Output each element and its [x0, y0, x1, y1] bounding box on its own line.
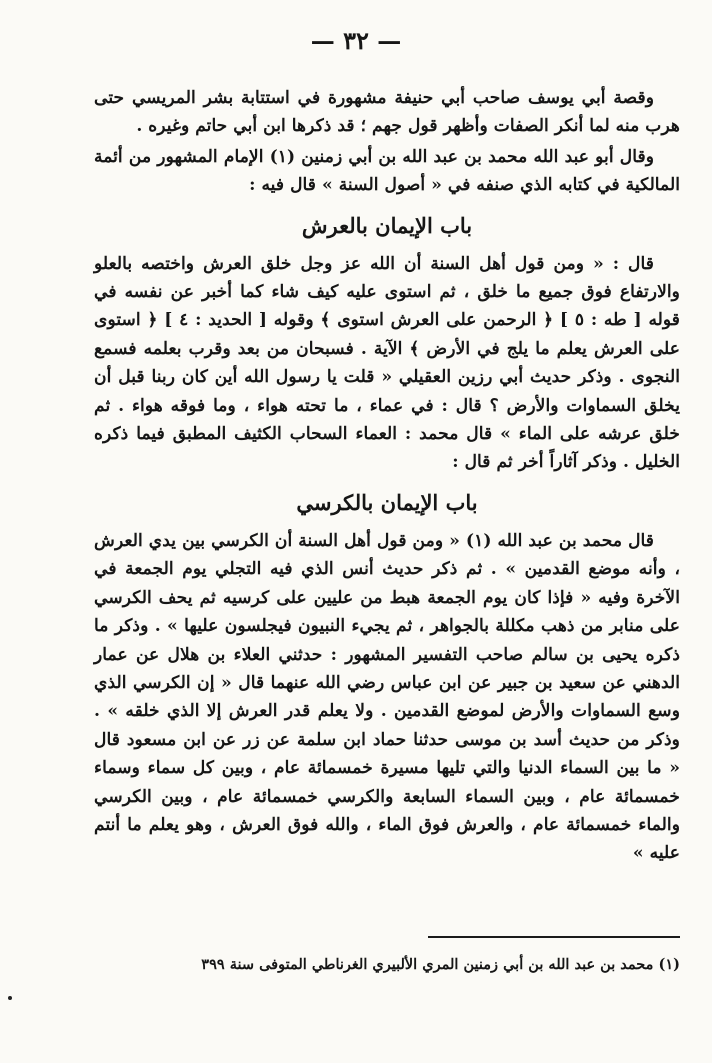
paragraph-arsh: قال : « ومن قول أهل السنة أن الله عز وجل خلق العرش واختصه بالعلو والارتفاع فوق جميع ما خلق ، ثم استوى عليه كيف شاء كما أخبر عن نفسه في قوله [ طه : ٥ ] ﴿ الرحمن على العرش استوى ﴾ وقوله [ الحديد : ٤ ] ﴿ استوى على العرش يعلم ما يلج في الأرض ﴾ الآية . فسبحان من بعد وقرب بعلمه فسمع النجوى . وذكر حديث أبي رزين العقيلي « قلت يا رسول الله أين كان ربنا قبل أن يخلق السماوات والأرض ؟ قال : في عماء ، ما تحته هواء ، وما فوقه هواء . ثم خلق عرشه على الماء » قال محمد : العماء السحاب الكثيف المطبق فيما ذكره الخليل . وذكر آثاراً أخر ثم قال : — [94, 253, 680, 473]
paragraph-kursi: قال محمد بن عبد الله (١) « ومن قول أهل السنة أن الكرسي بين يدي العرش ، وأنه موضع القدمين » . ثم ذكر حديث أنس الذي فيه التجلي يوم الجمعة في الآخرة وفيه « فإذا كان يوم الجمعة هبط من عليين على كرسيه ثم يحف الكرسي على منابر من ذهب مكللة بالجواهر ، ثم يجيء النبيون فيجلسون عليها » . وذكر ما ذكره يحيى بن سالم صاحب التفسير المشهور : حدثني العلاء بن هلال عن عمار الدهني عن سعيد بن جبير عن ابن عباس رضي الله عنهما قال « إن الكرسي الذي وسع السماوات والأرض لموضع القدمين . ولا يعلم قدر العرش إلا الذي خلقه » . وذكر من حديث أسد بن موسى حدثنا حماد ابن سلمة عن زر عن ابن مسعود قال « ما بين السماء الدنيا والتي تليها مسيرة خمسمائة عام ، وبين كل سماء وسماء خمسمائة عام ، وبين السماء السابعة والكرسي خمسمائة عام ، وبين الكرسي والماء خمسمائة عام ، والعرش فوق الماء ، والله فوق العرش ، وهو يعلم ما أنتم عليه » — [94, 530, 680, 864]
scan-speck — [8, 996, 12, 1000]
heading-iman-bil-kursi: باب الإيمان بالكرسي — [296, 489, 478, 515]
page-number: — ٣٢ — — [310, 26, 402, 55]
footnote-divider — [428, 936, 680, 938]
paragraph-abu-yusuf: وقصة أبي يوسف صاحب أبي حنيفة مشهورة في استتابة بشر المريسي حتى هرب منه لما أنكر الصفات وأظهر قول جهم ؛ قد ذكرها ابن أبي حاتم وغيره . — [94, 88, 680, 137]
heading-iman-bil-arsh: باب الإيمان بالعرش — [301, 212, 473, 238]
footnote: (١) محمد بن عبد الله بن أبي زمنين المري الألبيري الغرناطي المتوفى سنة ٣٩٩ — [201, 956, 680, 973]
paragraph-ibn-abi-zamanin: وقال أبو عبد الله محمد بن عبد الله بن أبي زمنين (١) الإمام المشهور من أئمة المالكية في كتابه الذي صنفه في « أصول السنة » قال فيه : — [94, 146, 680, 196]
main-text — [94, 84, 680, 868]
